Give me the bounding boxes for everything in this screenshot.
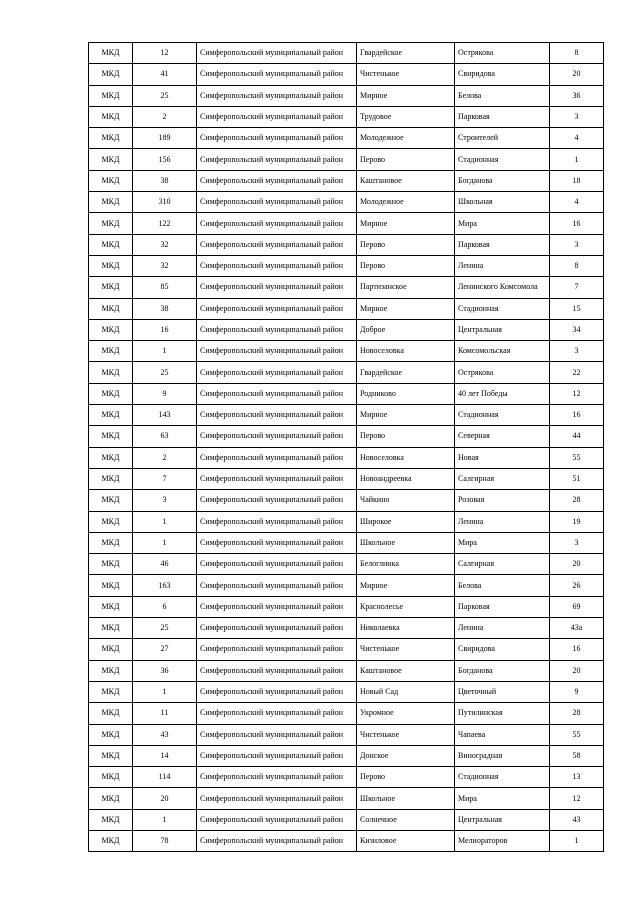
district-cell: Симферопольский муниципальный район <box>197 128 357 149</box>
district-cell: Симферопольский муниципальный район <box>197 745 357 766</box>
building-type-cell: МКД <box>89 341 133 362</box>
settlement-cell: Молодежное <box>357 128 455 149</box>
table-row <box>89 490 604 511</box>
count-cell: 32 <box>133 234 197 255</box>
building-type-cell: МКД <box>89 724 133 745</box>
table-row <box>89 405 604 426</box>
house-number-cell: 9 <box>550 681 604 702</box>
district-cell: Симферопольский муниципальный район <box>197 234 357 255</box>
street-cell: Салгирная <box>455 468 550 489</box>
table-row <box>89 703 604 724</box>
house-number-cell: 36 <box>550 85 604 106</box>
house-number-cell: 15 <box>550 298 604 319</box>
table-row <box>89 468 604 489</box>
district-cell: Симферопольский муниципальный район <box>197 575 357 596</box>
settlement-cell: Мирное <box>357 85 455 106</box>
building-type-cell: МКД <box>89 149 133 170</box>
house-number-cell: 20 <box>550 554 604 575</box>
street-cell: Парковая <box>455 234 550 255</box>
settlement-cell: Школьное <box>357 532 455 553</box>
count-cell: 27 <box>133 639 197 660</box>
table-row <box>89 724 604 745</box>
settlement-cell: Укромное <box>357 703 455 724</box>
street-cell: Цветочный <box>455 681 550 702</box>
housing-table <box>88 42 604 852</box>
house-number-cell: 20 <box>550 64 604 85</box>
settlement-cell: Кизиловое <box>357 830 455 851</box>
settlement-cell: Мирное <box>357 405 455 426</box>
street-cell: Острякова <box>455 43 550 64</box>
house-number-cell: 8 <box>550 255 604 276</box>
house-number-cell: 28 <box>550 703 604 724</box>
street-cell: Ленинского Комсомола <box>455 277 550 298</box>
table-row <box>89 532 604 553</box>
table-row <box>89 596 604 617</box>
house-number-cell: 16 <box>550 405 604 426</box>
count-cell: 114 <box>133 767 197 788</box>
district-cell: Симферопольский муниципальный район <box>197 532 357 553</box>
settlement-cell: Чистенькое <box>357 64 455 85</box>
house-number-cell: 51 <box>550 468 604 489</box>
street-cell: Стадионная <box>455 149 550 170</box>
table-row <box>89 383 604 404</box>
building-type-cell: МКД <box>89 468 133 489</box>
table-row <box>89 298 604 319</box>
count-cell: 163 <box>133 575 197 596</box>
settlement-cell: Новоандреевка <box>357 468 455 489</box>
settlement-cell: Перово <box>357 426 455 447</box>
district-cell: Симферопольский муниципальный район <box>197 681 357 702</box>
building-type-cell: МКД <box>89 830 133 851</box>
settlement-cell: Чистенькое <box>357 724 455 745</box>
building-type-cell: МКД <box>89 64 133 85</box>
house-number-cell: 12 <box>550 383 604 404</box>
house-number-cell: 43а <box>550 618 604 639</box>
house-number-cell: 19 <box>550 511 604 532</box>
building-type-cell: МКД <box>89 362 133 383</box>
district-cell: Симферопольский муниципальный район <box>197 64 357 85</box>
settlement-cell: Солнечное <box>357 809 455 830</box>
house-number-cell: 7 <box>550 277 604 298</box>
house-number-cell: 16 <box>550 639 604 660</box>
building-type-cell: МКД <box>89 106 133 127</box>
count-cell: 12 <box>133 43 197 64</box>
settlement-cell: Мирное <box>357 298 455 319</box>
table-row <box>89 681 604 702</box>
district-cell: Симферопольский муниципальный район <box>197 447 357 468</box>
count-cell: 38 <box>133 170 197 191</box>
street-cell: Парковая <box>455 106 550 127</box>
settlement-cell: Гвардейское <box>357 43 455 64</box>
table-row <box>89 234 604 255</box>
house-number-cell: 55 <box>550 724 604 745</box>
settlement-cell: Школьное <box>357 788 455 809</box>
table-row <box>89 319 604 340</box>
table-row <box>89 830 604 851</box>
count-cell: 143 <box>133 405 197 426</box>
building-type-cell: МКД <box>89 213 133 234</box>
table-body <box>89 43 604 852</box>
building-type-cell: МКД <box>89 85 133 106</box>
street-cell: Стадионная <box>455 405 550 426</box>
table-row <box>89 575 604 596</box>
count-cell: 25 <box>133 618 197 639</box>
street-cell: Ленина <box>455 255 550 276</box>
count-cell: 11 <box>133 703 197 724</box>
street-cell: Центральная <box>455 809 550 830</box>
settlement-cell: Трудовое <box>357 106 455 127</box>
street-cell: Комсомольская <box>455 341 550 362</box>
district-cell: Симферопольский муниципальный район <box>197 277 357 298</box>
building-type-cell: МКД <box>89 490 133 511</box>
district-cell: Симферопольский муниципальный район <box>197 703 357 724</box>
district-cell: Симферопольский муниципальный район <box>197 830 357 851</box>
settlement-cell: Гвардейское <box>357 362 455 383</box>
building-type-cell: МКД <box>89 298 133 319</box>
table-row <box>89 128 604 149</box>
count-cell: 32 <box>133 255 197 276</box>
street-cell: Мира <box>455 532 550 553</box>
settlement-cell: Донское <box>357 745 455 766</box>
settlement-cell: Николаевка <box>357 618 455 639</box>
building-type-cell: МКД <box>89 660 133 681</box>
house-number-cell: 16 <box>550 213 604 234</box>
street-cell: Чапаева <box>455 724 550 745</box>
settlement-cell: Партизанское <box>357 277 455 298</box>
settlement-cell: Перово <box>357 767 455 788</box>
building-type-cell: МКД <box>89 639 133 660</box>
settlement-cell: Родниково <box>357 383 455 404</box>
settlement-cell: Мирное <box>357 213 455 234</box>
district-cell: Симферопольский муниципальный район <box>197 468 357 489</box>
settlement-cell: Каштановое <box>357 660 455 681</box>
street-cell: Белова <box>455 85 550 106</box>
count-cell: 20 <box>133 788 197 809</box>
settlement-cell: Молодежное <box>357 192 455 213</box>
count-cell: 2 <box>133 106 197 127</box>
count-cell: 1 <box>133 809 197 830</box>
street-cell: Путилинская <box>455 703 550 724</box>
house-number-cell: 3 <box>550 234 604 255</box>
document-table-wrapper <box>88 42 604 852</box>
building-type-cell: МКД <box>89 234 133 255</box>
district-cell: Симферопольский муниципальный район <box>197 596 357 617</box>
district-cell: Симферопольский муниципальный район <box>197 405 357 426</box>
street-cell: Мира <box>455 788 550 809</box>
building-type-cell: МКД <box>89 170 133 191</box>
street-cell: Свиридова <box>455 639 550 660</box>
district-cell: Симферопольский муниципальный район <box>197 149 357 170</box>
house-number-cell: 22 <box>550 362 604 383</box>
table-row <box>89 277 604 298</box>
table-row <box>89 426 604 447</box>
table-row <box>89 447 604 468</box>
street-cell: Северная <box>455 426 550 447</box>
street-cell: Виноградная <box>455 745 550 766</box>
house-number-cell: 26 <box>550 575 604 596</box>
house-number-cell: 8 <box>550 43 604 64</box>
district-cell: Симферопольский муниципальный район <box>197 639 357 660</box>
building-type-cell: МКД <box>89 618 133 639</box>
house-number-cell: 3 <box>550 532 604 553</box>
district-cell: Симферопольский муниципальный район <box>197 43 357 64</box>
district-cell: Симферопольский муниципальный район <box>197 511 357 532</box>
building-type-cell: МКД <box>89 426 133 447</box>
count-cell: 7 <box>133 468 197 489</box>
building-type-cell: МКД <box>89 703 133 724</box>
count-cell: 25 <box>133 362 197 383</box>
table-row <box>89 767 604 788</box>
street-cell: Свиридова <box>455 64 550 85</box>
house-number-cell: 58 <box>550 745 604 766</box>
district-cell: Симферопольский муниципальный район <box>197 554 357 575</box>
district-cell: Симферопольский муниципальный район <box>197 319 357 340</box>
building-type-cell: МКД <box>89 788 133 809</box>
settlement-cell: Широкое <box>357 511 455 532</box>
count-cell: 38 <box>133 298 197 319</box>
building-type-cell: МКД <box>89 511 133 532</box>
building-type-cell: МКД <box>89 128 133 149</box>
settlement-cell: Белоглинка <box>357 554 455 575</box>
house-number-cell: 4 <box>550 192 604 213</box>
street-cell: Ленина <box>455 618 550 639</box>
street-cell: 40 лет Победы <box>455 383 550 404</box>
settlement-cell: Перово <box>357 255 455 276</box>
district-cell: Симферопольский муниципальный район <box>197 724 357 745</box>
building-type-cell: МКД <box>89 319 133 340</box>
district-cell: Симферопольский муниципальный район <box>197 426 357 447</box>
count-cell: 1 <box>133 681 197 702</box>
table-row <box>89 85 604 106</box>
district-cell: Симферопольский муниципальный район <box>197 341 357 362</box>
count-cell: 310 <box>133 192 197 213</box>
street-cell: Строителей <box>455 128 550 149</box>
building-type-cell: МКД <box>89 745 133 766</box>
table-row <box>89 192 604 213</box>
table-row <box>89 341 604 362</box>
building-type-cell: МКД <box>89 681 133 702</box>
street-cell: Белова <box>455 575 550 596</box>
settlement-cell: Новоселовка <box>357 341 455 362</box>
table-row <box>89 788 604 809</box>
table-row <box>89 213 604 234</box>
street-cell: Мелиораторов <box>455 830 550 851</box>
table-row <box>89 639 604 660</box>
count-cell: 189 <box>133 128 197 149</box>
house-number-cell: 43 <box>550 809 604 830</box>
street-cell: Стадионная <box>455 298 550 319</box>
district-cell: Симферопольский муниципальный район <box>197 192 357 213</box>
settlement-cell: Новый Сад <box>357 681 455 702</box>
house-number-cell: 20 <box>550 660 604 681</box>
count-cell: 14 <box>133 745 197 766</box>
street-cell: Богданова <box>455 170 550 191</box>
table-row <box>89 149 604 170</box>
table-row <box>89 511 604 532</box>
count-cell: 156 <box>133 149 197 170</box>
street-cell: Богданова <box>455 660 550 681</box>
district-cell: Симферопольский муниципальный район <box>197 106 357 127</box>
street-cell: Мира <box>455 213 550 234</box>
count-cell: 36 <box>133 660 197 681</box>
house-number-cell: 34 <box>550 319 604 340</box>
house-number-cell: 69 <box>550 596 604 617</box>
settlement-cell: Перово <box>357 149 455 170</box>
street-cell: Парковая <box>455 596 550 617</box>
count-cell: 25 <box>133 85 197 106</box>
district-cell: Симферопольский муниципальный район <box>197 298 357 319</box>
district-cell: Симферопольский муниципальный район <box>197 767 357 788</box>
table-row <box>89 170 604 191</box>
house-number-cell: 4 <box>550 128 604 149</box>
table-row <box>89 554 604 575</box>
building-type-cell: МКД <box>89 532 133 553</box>
district-cell: Симферопольский муниципальный район <box>197 490 357 511</box>
building-type-cell: МКД <box>89 447 133 468</box>
count-cell: 122 <box>133 213 197 234</box>
building-type-cell: МКД <box>89 405 133 426</box>
count-cell: 9 <box>133 383 197 404</box>
count-cell: 1 <box>133 532 197 553</box>
table-row <box>89 809 604 830</box>
settlement-cell: Краснолесье <box>357 596 455 617</box>
count-cell: 16 <box>133 319 197 340</box>
count-cell: 78 <box>133 830 197 851</box>
street-cell: Новая <box>455 447 550 468</box>
house-number-cell: 44 <box>550 426 604 447</box>
house-number-cell: 3 <box>550 106 604 127</box>
settlement-cell: Перово <box>357 234 455 255</box>
house-number-cell: 3 <box>550 341 604 362</box>
district-cell: Симферопольский муниципальный район <box>197 362 357 383</box>
count-cell: 1 <box>133 511 197 532</box>
district-cell: Симферопольский муниципальный район <box>197 255 357 276</box>
building-type-cell: МКД <box>89 554 133 575</box>
house-number-cell: 55 <box>550 447 604 468</box>
table-row <box>89 660 604 681</box>
street-cell: Острякова <box>455 362 550 383</box>
street-cell: Ленина <box>455 511 550 532</box>
district-cell: Симферопольский муниципальный район <box>197 618 357 639</box>
count-cell: 63 <box>133 426 197 447</box>
district-cell: Симферопольский муниципальный район <box>197 85 357 106</box>
street-cell: Стадионная <box>455 767 550 788</box>
house-number-cell: 13 <box>550 767 604 788</box>
settlement-cell: Чайкино <box>357 490 455 511</box>
building-type-cell: МКД <box>89 575 133 596</box>
district-cell: Симферопольский муниципальный район <box>197 383 357 404</box>
building-type-cell: МКД <box>89 255 133 276</box>
settlement-cell: Мирное <box>357 575 455 596</box>
count-cell: 2 <box>133 447 197 468</box>
count-cell: 46 <box>133 554 197 575</box>
house-number-cell: 12 <box>550 788 604 809</box>
building-type-cell: МКД <box>89 192 133 213</box>
building-type-cell: МКД <box>89 809 133 830</box>
count-cell: 3 <box>133 490 197 511</box>
count-cell: 6 <box>133 596 197 617</box>
building-type-cell: МКД <box>89 277 133 298</box>
house-number-cell: 1 <box>550 149 604 170</box>
district-cell: Симферопольский муниципальный район <box>197 170 357 191</box>
table-row <box>89 43 604 64</box>
table-row <box>89 618 604 639</box>
settlement-cell: Доброе <box>357 319 455 340</box>
count-cell: 41 <box>133 64 197 85</box>
street-cell: Школьная <box>455 192 550 213</box>
settlement-cell: Новоселовка <box>357 447 455 468</box>
settlement-cell: Каштановое <box>357 170 455 191</box>
street-cell: Центральная <box>455 319 550 340</box>
street-cell: Салгирная <box>455 554 550 575</box>
district-cell: Симферопольский муниципальный район <box>197 809 357 830</box>
district-cell: Симферопольский муниципальный район <box>197 788 357 809</box>
table-row <box>89 255 604 276</box>
count-cell: 85 <box>133 277 197 298</box>
building-type-cell: МКД <box>89 596 133 617</box>
district-cell: Симферопольский муниципальный район <box>197 213 357 234</box>
table-row <box>89 106 604 127</box>
district-cell: Симферопольский муниципальный район <box>197 660 357 681</box>
house-number-cell: 28 <box>550 490 604 511</box>
building-type-cell: МКД <box>89 43 133 64</box>
table-row <box>89 64 604 85</box>
street-cell: Розовая <box>455 490 550 511</box>
table-row <box>89 745 604 766</box>
house-number-cell: 18 <box>550 170 604 191</box>
count-cell: 43 <box>133 724 197 745</box>
house-number-cell: 1 <box>550 830 604 851</box>
building-type-cell: МКД <box>89 383 133 404</box>
count-cell: 1 <box>133 341 197 362</box>
table-row <box>89 362 604 383</box>
building-type-cell: МКД <box>89 767 133 788</box>
settlement-cell: Чистенькое <box>357 639 455 660</box>
